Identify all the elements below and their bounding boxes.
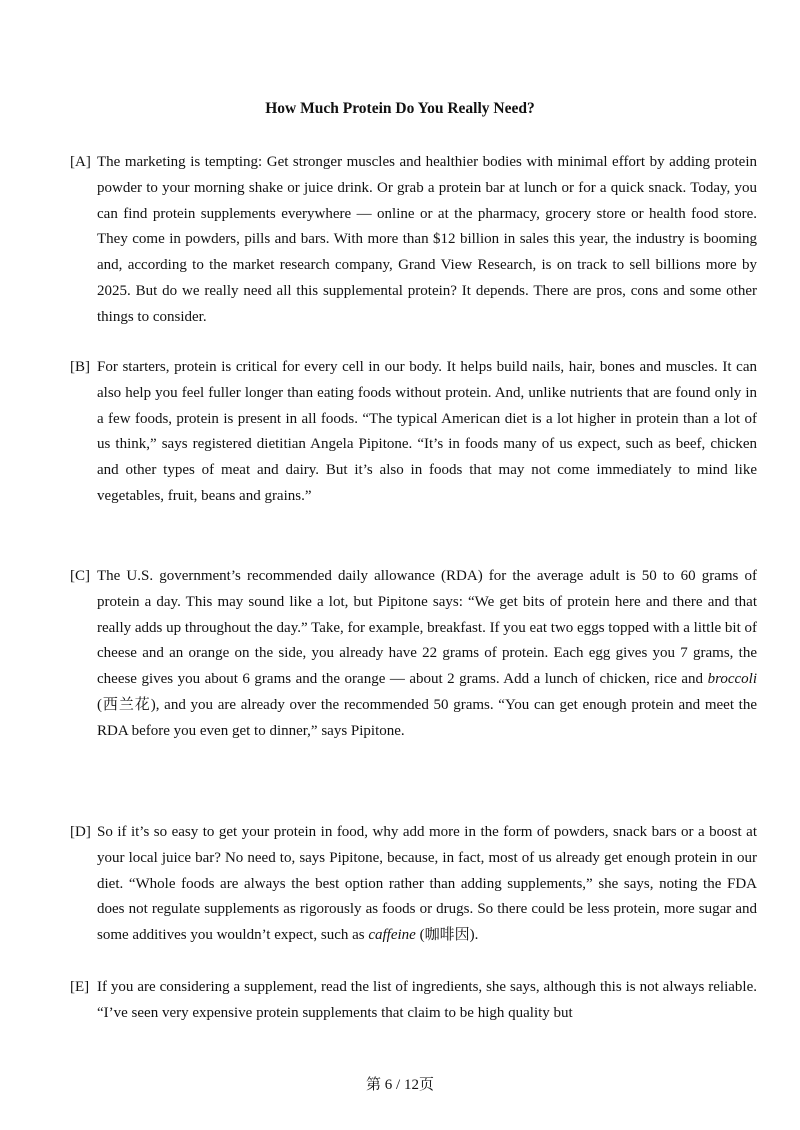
paragraph-c [70,564,757,745]
paragraph-text: If you are considering a supplement, read the list of ingredients, she says, although this is not always reliable. “I’ve seen very expensive protein supplements that claim to be high quality but [97,979,757,1021]
paragraph-text: The marketing is tempting: Get stronger muscles and healthier bodies with minimal effort by adding protein powder to your morning shake or juice drink. Or grab a protein bar at lunch or for a quick snack. Today, you can find protein supplements everywhere — online or at the pharmacy, grocery store or health food store. They come in powders, pills and bars. With more than $12 billion in sales this year, the industry is booming and, according to the market research company, Grand View Research, is on track to sell billions more by 2025. But do we really need all this supplemental protein? It depends. There are pros, cons and some other things to consider. [97,154,757,325]
paragraph-label: [A] [70,154,91,170]
paragraph-text-continued: . [474,927,479,944]
paragraph-label: [C] [70,568,90,584]
glossary-translation: (咖啡因) [419,927,475,944]
paragraph-text: The U.S. government’s recommended daily allowance (RDA) for the average adult is 50 to 60 grams of protein a day. This may sound like a lot, but Pipitone says: “We get bits of protein here and there and that really adds up throughout the day.” Take, for example, breakfast. If you eat two eggs topped with a little bit of cheese and an orange on the side, you already have 22 grams of protein. Each egg gives you 7 grams, the cheese gives you about 6 grams and the orange — about 2 grams. Add a lunch of chicken, rice and [97,568,758,688]
paragraph-label: [D] [70,824,91,840]
page-title: How Much Protein Do You Really Need? [265,100,535,117]
paragraph-text-continued: , and you are already over the recommended 50 grams. “You can get enough protein and meet the RDA before you even get to dinner,” says Pipitone. [97,696,757,739]
paragraph-a [70,150,757,331]
paragraph-text: So if it’s so easy to get your protein in food, why add more in the form of powders, snack bars or a boost at your local juice bar? No need to, says Pipitone, because, in fact, most of us already get enough protein in our diet. “Whole foods are always the best option rather than adding supplements,” she says, noting the FDA does not regulate supplements as rigorously as foods or drugs. So there could be less protein, more sugar and some additives you wouldn’t expect, such as [97,824,757,944]
paragraph-text: For starters, protein is critical for every cell in our body. It helps build nails, hair, bones and muscles. It can also help you feel fuller longer than eating foods without protein. And, unlike nutrients that are found only in a few foods, protein is present in all foods. “The typical American diet is a lot higher in protein than a lot of us think,” says registered dietitian Angela Pipitone. “It’s in foods many of us expect, such as beef, chicken and other types of meat and dairy. But it’s also in foods that may not come immediately to mind like vegetables, fruit, beans and grains.” [97,359,757,504]
paragraph-e [70,975,757,1027]
paragraph-label: [B] [70,359,90,375]
paragraph-d [70,820,757,949]
page-number: 第 6 / 12页 [366,1077,434,1093]
glossary-term: broccoli [707,671,757,688]
glossary-translation: (西兰花) [97,696,156,713]
paragraph-b [70,355,757,510]
glossary-term: caffeine [368,927,416,944]
paragraph-label: [E] [70,979,90,995]
